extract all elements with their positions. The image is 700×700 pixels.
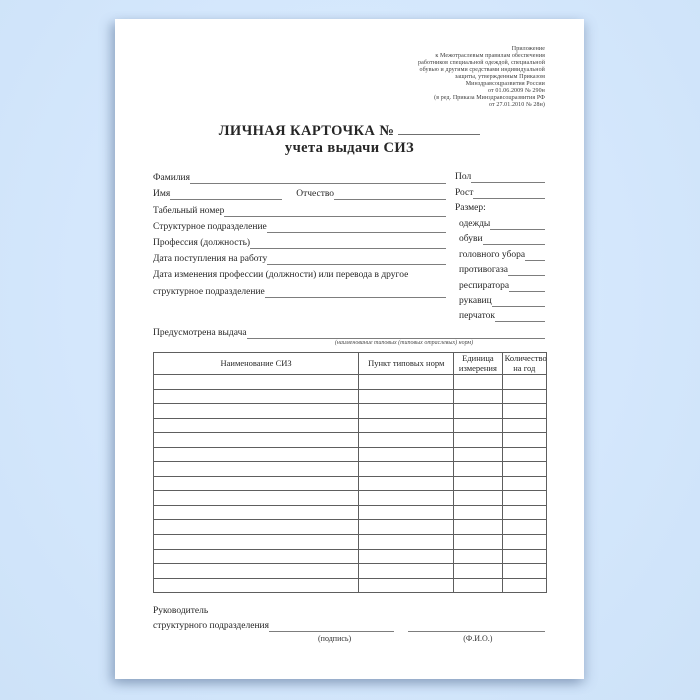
field-row-gas-mask-size [455,261,545,276]
fields-right-column [455,168,545,322]
regulation-note-line: Приложение [511,46,545,52]
cell-siz-name [154,505,359,520]
col-header-qty-per-year: Количество на год [502,353,546,375]
field-row-surname [153,168,446,184]
field-row-sex [455,168,545,183]
cell-unit [454,476,502,491]
cell-unit [454,433,502,448]
table-row [154,389,547,404]
fill-in-line [265,296,446,298]
field-row-footwear-size [455,230,545,245]
cell-qty [502,491,546,506]
footer-role-line1: Руководитель [153,606,209,616]
fill-in-line [492,305,545,307]
fill-in-line [483,243,545,245]
footer-role-label: структурного подразделения [153,621,269,631]
fields-left-column [153,168,446,322]
cell-unit [454,578,502,593]
table-row [154,433,547,448]
field-label-department: Структурное подразделение [153,221,267,232]
fill-in-line [224,215,446,217]
regulation-note-line: (в ред. Приказа Минздравсоцразвития РФ [434,95,545,101]
footer-role-line2 [153,618,545,632]
signature-captions [153,632,545,645]
cell-qty [502,520,546,535]
field-label-patronymic: Отчество [296,189,335,200]
cell-norm-item [359,418,454,433]
fill-in-line [508,274,545,276]
cell-norm-item [359,462,454,477]
table-row [154,476,547,491]
card-number-blank [398,123,480,135]
cell-norm-item [359,447,454,462]
cell-siz-name [154,404,359,419]
fill-in-line [267,231,446,233]
cell-qty [502,433,546,448]
regulation-note [418,46,545,109]
cell-siz-name [154,549,359,564]
regulation-note-line: от 01.06.2009 № 290н [488,88,545,94]
issuance-section [153,325,545,347]
cell-unit [454,535,502,550]
regulation-note-line: от 27.01.2010 № 28н) [489,102,545,108]
field-label-respirator: респиратора [459,280,510,291]
cell-unit [454,389,502,404]
table-row [154,505,547,520]
field-row-change-line2 [153,281,446,297]
cell-qty [502,447,546,462]
field-row-size-heading [455,199,545,214]
cell-qty [502,375,546,390]
cell-qty [502,578,546,593]
fill-in-line [509,290,545,292]
fill-in-line [495,320,545,322]
field-label-issuance: Предусмотрена выдача [153,328,247,338]
field-label-size-heading: Размер: [455,203,486,214]
cell-qty [502,462,546,477]
cell-siz-name [154,564,359,579]
field-label-gloves: перчаток [459,311,495,322]
regulation-note-line: работников специальной одеждой, специальной [417,60,545,66]
regulation-note-line: Минздравсоцразвития России [465,81,545,87]
cell-siz-name [154,418,359,433]
cell-unit [454,491,502,506]
fill-in-line [250,247,446,249]
table-row [154,447,547,462]
col-header-unit: Единица измерения [454,353,502,375]
field-row-hire-date [153,249,446,265]
field-label-change-line1: Дата изменения профессии (должности) или перевода в другое [153,270,409,281]
table-row [154,564,547,579]
field-row-headgear-size [455,245,545,260]
cell-siz-name [154,520,359,535]
signature-caption: (подпись) [318,634,352,643]
cell-qty [502,535,546,550]
issuance-caption: (наименование типовых (типовых отраслевых) норм) [334,340,474,346]
cell-unit [454,404,502,419]
name-caption: (Ф.И.О.) [463,634,493,643]
fill-in-line [471,181,545,183]
field-label-mittens: рукавиц [459,295,492,306]
field-label-gas-mask: противогаза [459,265,508,276]
fill-in-line [170,198,282,200]
cell-norm-item [359,564,454,579]
cell-norm-item [359,505,454,520]
cell-siz-name [154,389,359,404]
table-row [154,375,547,390]
cell-siz-name [154,447,359,462]
document-title-line2: учета выдачи СИЗ [284,140,415,156]
document-title [115,123,584,157]
cell-qty [502,549,546,564]
col-header-siz-name: Наименование СИЗ [154,353,359,375]
cell-unit [454,462,502,477]
fill-in-line [267,263,446,265]
field-label-headgear: головного убора [459,249,526,260]
document-page [115,19,584,679]
field-row-department [153,217,446,233]
cell-norm-item [359,433,454,448]
cell-qty [502,476,546,491]
footer-signature-section [153,605,545,645]
table-row [154,549,547,564]
field-row-respirator-size [455,276,545,291]
cell-unit [454,375,502,390]
field-label-change-line2: структурное подразделение [153,286,265,297]
cell-norm-item [359,389,454,404]
fill-in-line [490,228,545,230]
siz-table [153,352,547,593]
field-label-profession: Профессия (должность) [153,237,251,248]
field-row-change-line1 [153,265,446,281]
field-label-footwear: обуви [459,234,483,245]
table-row [154,578,547,593]
table-row [154,462,547,477]
cell-norm-item [359,404,454,419]
field-label-surname: Фамилия [153,173,191,184]
table-row [154,535,547,550]
field-row-height [455,183,545,198]
cell-siz-name [154,491,359,506]
siz-table-header-row [154,353,547,375]
field-label-personnel-number: Табельный номер [153,205,225,216]
table-row [154,491,547,506]
cell-qty [502,564,546,579]
field-row-name-patronymic [153,184,446,200]
regulation-note-line: обувью и другими средствами индивидуальной [419,67,545,73]
table-row [154,404,547,419]
cell-unit [454,564,502,579]
regulation-note-line: к Межотраслевым правилам обеспечения [435,53,545,59]
field-row-gloves-size [455,307,545,322]
cell-norm-item [359,476,454,491]
cell-norm-item [359,535,454,550]
document-title-line1 [115,123,584,140]
cell-siz-name [154,535,359,550]
cell-unit [454,520,502,535]
table-row [154,418,547,433]
field-row-profession [153,233,446,249]
cell-qty [502,389,546,404]
cell-norm-item [359,491,454,506]
field-label-hire-date: Дата поступления на работу [153,254,268,265]
field-row-issuance [153,325,545,339]
field-label-clothing: одежды [459,218,491,229]
table-row [154,520,547,535]
cell-norm-item [359,578,454,593]
field-row-mittens-size [455,292,545,307]
field-label-first-name: Имя [153,189,171,200]
field-row-clothing-size [455,214,545,229]
cell-unit [454,418,502,433]
cell-norm-item [359,375,454,390]
cell-qty [502,404,546,419]
cell-norm-item [359,549,454,564]
field-label-sex: Пол [455,172,472,183]
cell-unit [454,447,502,462]
field-row-personnel-number [153,200,446,216]
fill-in-line [473,197,545,199]
cell-unit [454,549,502,564]
siz-table-section [153,352,547,593]
cell-siz-name [154,578,359,593]
cell-qty [502,418,546,433]
fields-area [153,168,545,322]
field-label-height: Рост [455,187,474,198]
cell-unit [454,505,502,520]
fill-in-line [525,259,545,261]
col-header-norm-item: Пункт типовых норм [359,353,454,375]
cell-norm-item [359,520,454,535]
siz-table-body [154,375,547,593]
cell-siz-name [154,476,359,491]
title-text: ЛИЧНАЯ КАРТОЧКА № [218,123,395,139]
cell-siz-name [154,462,359,477]
fill-in-line [190,182,446,184]
cell-qty [502,505,546,520]
cell-siz-name [154,375,359,390]
fill-in-line [334,198,446,200]
cell-siz-name [154,433,359,448]
regulation-note-line: защиты, утвержденным Приказом [454,74,545,80]
